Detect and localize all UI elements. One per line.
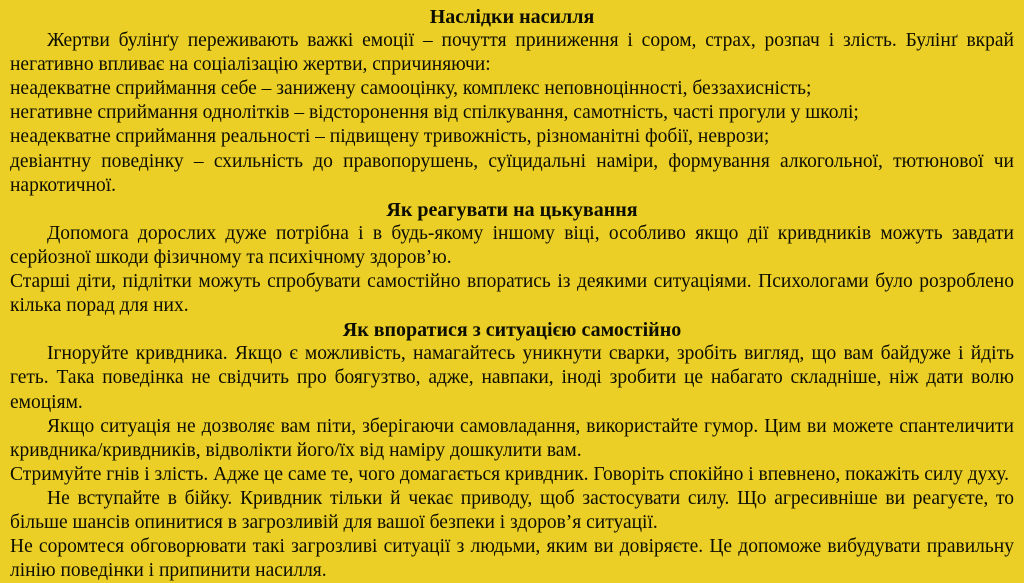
body-paragraph: Якщо ситуація не дозволяє вам піти, зберігаючи самовладання, використайте гумор. Цим ви можете спантеличити кривдника/кривдників, відволікти його/їх від наміру дошкулити вам. (10, 415, 1014, 461)
body-paragraph: неадекватне сприймання реальності – підвищену тривожність, різноманітні фобії, неврози; (10, 126, 770, 148)
section-heading: Наслідки насилля (429, 6, 595, 28)
body-paragraph: Старші діти, підлітки можуть спробувати самостійно впоратись із деякими ситуаціями. Психологами було розроблено кілька порад для них. (10, 271, 1014, 317)
body-paragraph: Жертви булінґу переживають важкі емоції – почуття приниження і сором, страх, розпач і злість. Булінґ вкрай негативно впливає на соціалізацію жертви, спричиняючи: (10, 30, 1014, 76)
section-heading: Як реагувати на цькування (386, 198, 638, 221)
body-paragraph: Не вступайте в бійку. Кривдник тільки й чекає приводу, щоб застосувати силу. Що агресивніше ви реагуєте, то більше шансів опинитися в загрозливій для вашої безпеки і здоров’я ситуації. (10, 487, 1014, 533)
body-paragraph: Стримуйте гнів і злість. Адже це саме те, чого домагається кривдник. Говоріть спокійно і впевнено, покажіть силу духу. (10, 463, 1010, 485)
body-paragraph: неадекватне сприймання себе – занижену самооцінку, комплекс неповноцінності, беззахисність; (10, 78, 812, 100)
body-paragraph: Допомога дорослих дуже потрібна і в будь-якому іншому віці, особливо якщо дії кривдників можуть завдати серйозної шкоди фізичному та психічному здоров’ю. (10, 222, 1014, 268)
slide-content (10, 5, 1014, 583)
body-paragraph: девіантну поведінку – схильність до правопорушень, суїцидальні наміри, формування алкогольної, тютюнової чи наркотичної. (10, 150, 1014, 196)
body-paragraph: Не соромтеся обговорювати такі загрозливі ситуації з людьми, яким ви довіряєте. Це допоможе вибудувати правильну лінію поведінки і припинити насилля. (10, 536, 1014, 582)
body-paragraph: Ігноруйте кривдника. Якщо є можливість, намагайтесь уникнути сварки, зробіть вигляд, що вам байдуже і йдіть геть. Така поведінка не свідчить про боягузтво, адже, навпаки, іноді зробити це набагато складніше, ніж дати волю емоціям. (10, 343, 1014, 413)
section-heading: Як впоратися з ситуацією самостійно (342, 319, 682, 342)
body-paragraph: негативне сприймання однолітків – відсторонення від спілкування, самотність, часті прогули у школі; (10, 102, 859, 124)
